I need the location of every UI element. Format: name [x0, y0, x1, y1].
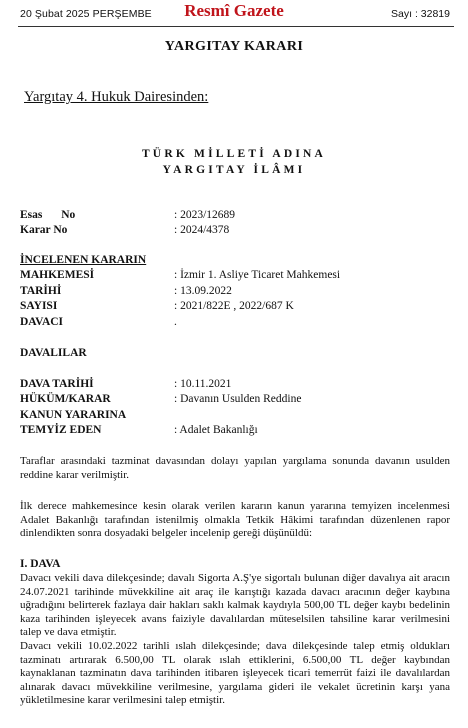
gazette-logo: Resmî Gazete: [184, 1, 284, 20]
department-name: Yargıtay 4. Hukuk Dairesinden:: [24, 89, 209, 105]
heading-line-1: TÜRK MİLLETİ ADINA: [141, 148, 327, 160]
tarih-value: : 13.09.2022: [174, 285, 232, 297]
davaci-label: DAVACI: [20, 316, 64, 328]
sayi-label: SAYISI: [20, 300, 58, 312]
page-title: YARGITAY KARARI: [164, 39, 304, 54]
esas-value: : 2023/12689: [174, 209, 236, 221]
reviewed-heading: İNCELENEN KARARIN: [20, 254, 147, 266]
temyiz-eden-value: : Adalet Bakanlığı: [174, 424, 258, 436]
header-date: 20 Şubat 2025 PERŞEMBE: [20, 8, 152, 20]
paragraph-appeal-request: İlk derece mahkemesince kesin olarak verilen kararın kanun yararına temyizen incelenmesi Adalet Bakanlığı tarafından istenilmiş olmakla Tetkik Hâkimi tarafından düzenlenen rapor dinlendikten sonra dosyadaki belgeler incelenip gereği düşünüldü:: [20, 500, 450, 540]
karar-label: Karar No: [20, 224, 68, 236]
hukum-label: HÜKÜM/KARAR: [20, 393, 111, 405]
section-heading-dava: I. DAVA: [20, 558, 61, 570]
davalilar-label: DAVALILAR: [20, 347, 87, 359]
mahkeme-label: MAHKEMESİ: [20, 269, 95, 281]
paragraph-amendment: Davacı vekili 10.02.2022 tarihli ıslah dilekçesinde; dava dilekçesinde talep etmiş oldukları tazminatı artırarak 6.500,00 TL olarak ıslah ettiklerini, 6.500,00 TL değer kaybından kaynaklanan tazminatın dava tarihinden itibaren işleyecek ticari temerrüt faizi ile davalılardan alınarak davacı müvekkiline verilmesine, yargılama gideri ile vekalet ücretinin karşı yana yükletilmesine karar verilmesini talep etmiştir.: [20, 640, 450, 707]
heading-line-2: YARGITAY İLÂMI: [162, 164, 306, 176]
dava-tarihi-value: : 10.11.2021: [174, 378, 232, 390]
dava-tarihi-label: DAVA TARİHİ: [20, 378, 94, 390]
kanun-yararina-label: KANUN YARARINA: [20, 409, 127, 421]
esas-label: Esas No: [20, 209, 76, 221]
header-issue-number: Sayı : 32819: [391, 8, 450, 20]
hukum-value: : Davanın Usulden Reddine: [174, 393, 302, 405]
gazette-header: [0, 0, 468, 26]
sayi-value: : 2021/822E , 2022/687 K: [174, 300, 294, 312]
mahkeme-value: : İzmir 1. Asliye Ticaret Mahkemesi: [174, 269, 341, 281]
tarih-label: TARİHİ: [20, 285, 62, 297]
davaci-value: .: [174, 316, 177, 328]
temyiz-eden-label: TEMYİZ EDEN: [20, 424, 102, 436]
paragraph-verdict-summary: Taraflar arasındaki tazminat davasından dolayı yapılan yargılama sonunda davanın usulden reddine karar verilmiştir.: [20, 455, 450, 481]
paragraph-claim: Davacı vekili dava dilekçesinde; davalı Sigorta A.Ş'ye sigortalı bulunan diğer davalıya ait aracın 24.07.2021 tarihinde müvekkiline ait araç ile karıştığı kazada davacı aracının değer kaybına uğradığını belirterek fazlaya dair hakları saklı kalmak kaydıyla 500,00 TL değer kaybı bedelinin kaza tarihinden işleyecek avans faiziyle davalılardan müteselsilen tahsiline karar verilmesini talep ve dava etmiştir.: [20, 572, 450, 639]
header-divider: [18, 26, 454, 27]
karar-value: : 2024/4378: [174, 224, 230, 236]
